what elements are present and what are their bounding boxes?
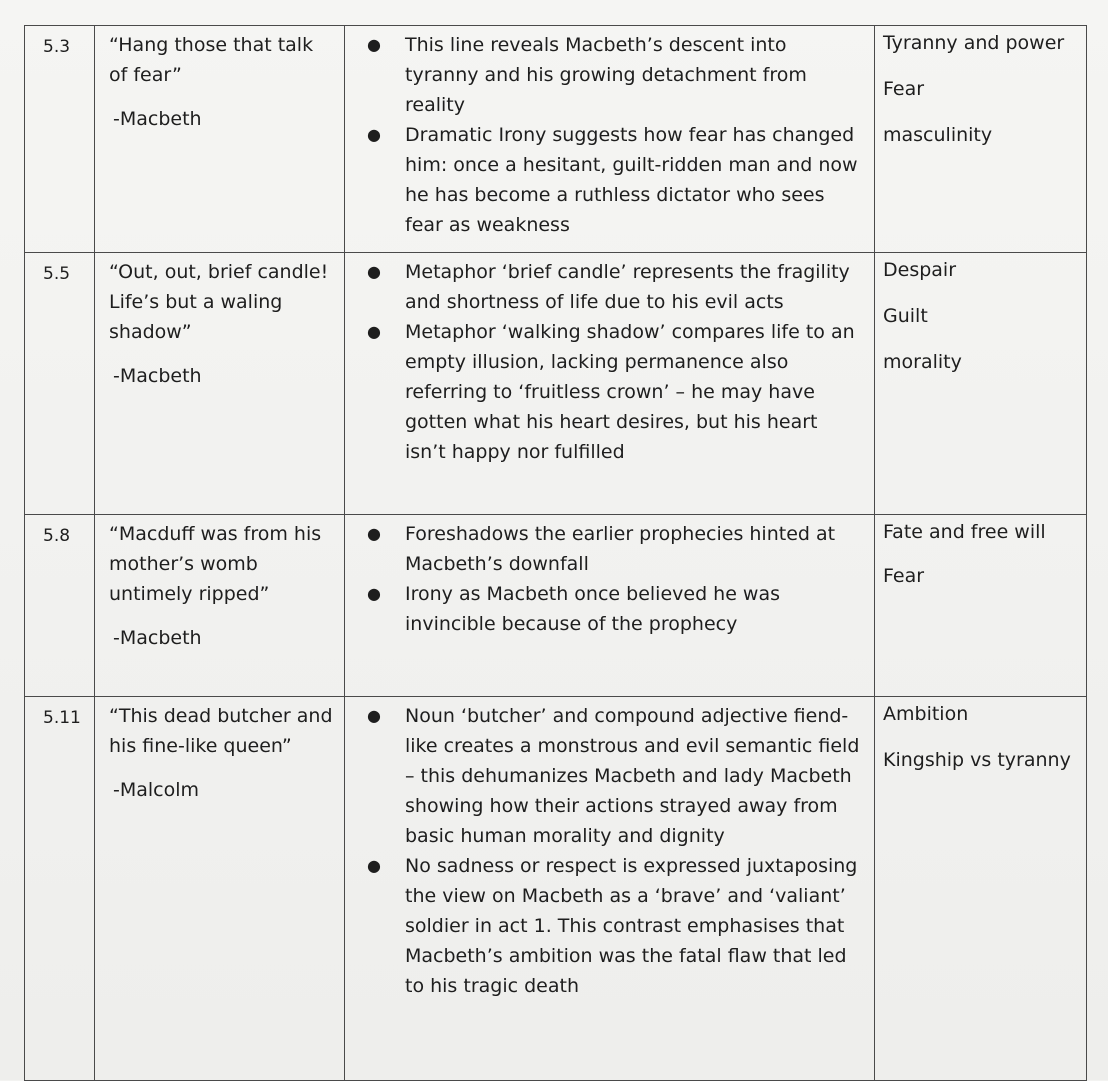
bullet-icon: ● xyxy=(367,856,381,875)
analysis-cell xyxy=(345,697,875,1081)
quote-text: “This dead butcher and his fine-like queen” xyxy=(109,705,333,757)
themes-cell xyxy=(875,515,1087,697)
theme: Fate and free will xyxy=(883,521,1046,543)
bullet-icon: ● xyxy=(367,584,381,603)
analysis-point: ● Dramatic Irony suggests how fear has changed him: once a hesitant, guilt-ridden man and now he has become a ruthless dictator who sees fear as weakness xyxy=(361,120,864,240)
bullet-icon: ● xyxy=(367,322,381,341)
themes-cell xyxy=(875,697,1087,1081)
themes-cell xyxy=(875,26,1087,253)
quote-text: “Macduff was from his mother’s womb untimely ripped” xyxy=(109,523,322,605)
analysis-point: ● Metaphor ‘brief candle’ represents the fragility and shortness of life due to his evil acts xyxy=(361,257,864,317)
quote-cell xyxy=(95,26,345,253)
table-row xyxy=(25,515,1087,697)
theme: masculinity xyxy=(883,124,993,146)
act-scene-ref: 5.11 xyxy=(25,697,95,1081)
quote-analysis-table xyxy=(24,25,1087,1081)
analysis-list xyxy=(361,257,864,467)
analysis-point: ● No sadness or respect is expressed juxtaposing the view on Macbeth as a ‘brave’ and ‘valiant’ soldier in act 1. This contrast emphasises that Macbeth’s ambition was the fatal flaw that led to his tragic death xyxy=(361,851,864,1001)
bullet-icon: ● xyxy=(367,706,381,725)
speaker: -Macbeth xyxy=(113,627,202,649)
theme: Despair xyxy=(883,259,957,281)
speaker: -Macbeth xyxy=(113,108,202,130)
analysis-list xyxy=(361,701,864,1001)
theme: Kingship vs tyranny xyxy=(883,749,1071,771)
analysis-point: ● Irony as Macbeth once believed he was invincible because of the prophecy xyxy=(361,579,864,639)
themes-cell xyxy=(875,253,1087,515)
theme: Guilt xyxy=(883,305,928,327)
table-row xyxy=(25,697,1087,1081)
act-scene-ref: 5.3 xyxy=(25,26,95,253)
analysis-list xyxy=(361,519,864,639)
table-row xyxy=(25,253,1087,515)
act-scene-ref: 5.8 xyxy=(25,515,95,697)
analysis-cell xyxy=(345,515,875,697)
analysis-cell xyxy=(345,26,875,253)
analysis-point: ● Foreshadows the earlier prophecies hinted at Macbeth’s downfall xyxy=(361,519,864,579)
bullet-icon: ● xyxy=(367,125,381,144)
theme: Tyranny and power xyxy=(883,32,1065,54)
bullet-icon: ● xyxy=(367,262,381,281)
analysis-point: ● This line reveals Macbeth’s descent into tyranny and his growing detachment from reality xyxy=(361,30,864,120)
bullet-icon: ● xyxy=(367,524,381,543)
bullet-icon: ● xyxy=(367,35,381,54)
table-row xyxy=(25,26,1087,253)
quote-cell xyxy=(95,697,345,1081)
theme: Ambition xyxy=(883,703,969,725)
quote-cell xyxy=(95,515,345,697)
analysis-point: ● Metaphor ‘walking shadow’ compares life to an empty illusion, lacking permanence also referring to ‘fruitless crown’ – he may have gotten what his heart desires, but his heart isn’t happy nor fulfilled xyxy=(361,317,864,467)
analysis-list xyxy=(361,30,864,240)
theme: Fear xyxy=(883,565,925,587)
speaker: -Malcolm xyxy=(113,779,200,801)
act-scene-ref: 5.5 xyxy=(25,253,95,515)
analysis-cell xyxy=(345,253,875,515)
analysis-point: ● Noun ‘butcher’ and compound adjective fiend-like creates a monstrous and evil semantic field – this dehumanizes Macbeth and lady Macbeth showing how their actions strayed away from basic human morality and dignity xyxy=(361,701,864,851)
theme: Fear xyxy=(883,78,925,100)
speaker: -Macbeth xyxy=(113,365,202,387)
quote-text: “Hang those that talk of fear” xyxy=(109,34,314,86)
quote-cell xyxy=(95,253,345,515)
quote-text: “Out, out, brief candle! Life’s but a waling shadow” xyxy=(109,261,329,343)
theme: morality xyxy=(883,351,962,373)
